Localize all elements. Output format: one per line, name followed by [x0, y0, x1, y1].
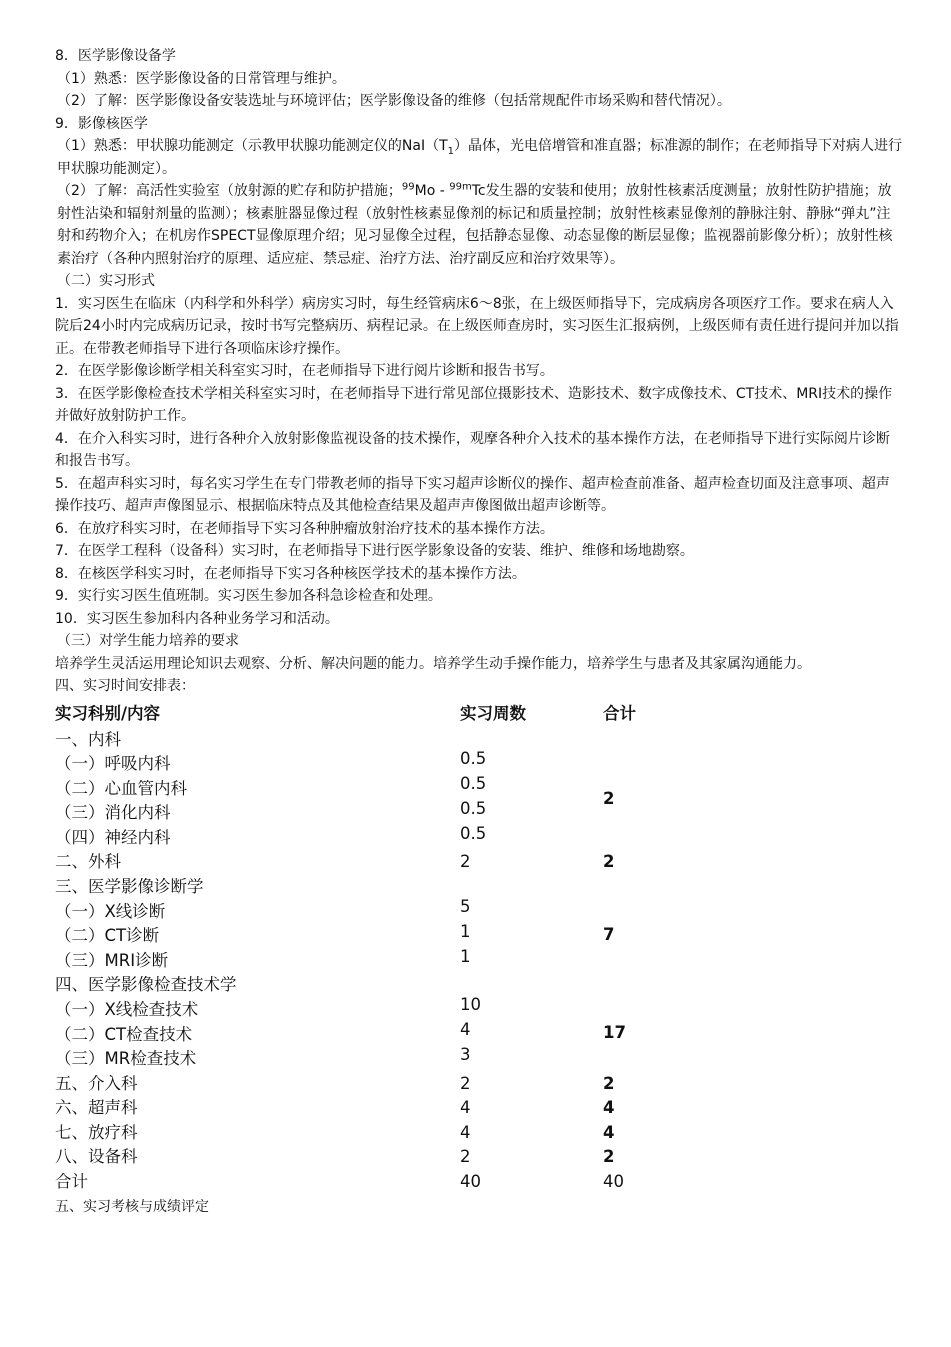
- table-sum-row: [55, 1170, 903, 1195]
- sub-department: （四）神经内科: [55, 827, 171, 847]
- sub-weeks: 0.5: [460, 773, 487, 793]
- table-group: [55, 875, 903, 973]
- row-department: 六、超声科: [55, 1098, 138, 1118]
- paragraph-thyroid: （1）熟悉：甲状腺功能测定（示教甲状腺功能测定仪的$NaI(T_1)$晶体，光电倍增管和准直器；标准源的制作；在老师指导下对病人进行甲状腺功能测定）。: [57, 138, 903, 177]
- paragraph: 10．实习医生参加科内各种业务学习和活动。: [55, 610, 339, 627]
- group-departments: [55, 728, 460, 851]
- paragraph: 1．实习医生在临床（内科学和外科学）病房实习时，每生经管病床6～8张，在上级医师指导下，完成病房各项医疗工作。要求在病人入院后24小时内完成病历记录，按时书写完整病历、病程记录。在上级医师查房时，实习医生汇报病例，上级医师有责任进行提问并加以指正。在带教老师指导下进行各项临床诊疗操作。: [55, 295, 899, 357]
- group-title: 三、医学影像诊断学: [55, 876, 204, 896]
- header-weeks: 实习周数: [460, 703, 526, 723]
- paragraph: 7．在医学工程科（设备科）实习时，在老师指导下进行医学影象设备的安装、维护、维修和场地勘察。: [55, 543, 694, 559]
- paragraph: 5．在超声科实习时，每名实习学生在专门带教老师的指导下实习超声诊断仪的操作、超声检查前准备、超声检查切面及注意事项、超声操作技巧、超声声像图显示、根据临床特点及其他检查结果及超声声像图做出超声诊断等。: [55, 475, 890, 514]
- document-page: [55, 45, 903, 1232]
- paragraph-high-activity-lab: （2）了解：高活性实验室（放射源的贮存和防护措施；$^{99}$Mo - $^{99m}$Tc发生器的安装和使用；放射性核素活度测量；放射性防护措施；放射性沾染和辐射剂量的监测）；核素脏器显像过程（放射性核素显像剂的标记和质量控制；放射性核素显像剂的静脉注射、静脉“弹丸”注射和药物介入；在机房作SPECT显像原理介绍；见习显像全过程，包括静态显像、动态显像的断层显像；监视器前影像分析）；放射性核素治疗（各种内照射治疗的原理、适应症、禁忌症、治疗方法、治疗副反应和治疗效果等）。: [57, 181, 893, 267]
- superscript: 99m: [449, 181, 472, 193]
- sub-weeks: 1: [460, 946, 471, 966]
- paragraph: 9．实行实习医生值班制。实习医生参加各科急诊检查和处理。: [55, 588, 442, 604]
- paragraph: 6．在放疗科实习时，在老师指导下实习各种肿瘤放射治疗技术的基本操作方法。: [55, 520, 554, 537]
- sum-total: 40: [603, 1171, 624, 1191]
- group-weeks: [460, 978, 603, 1067]
- sub-weeks: 10: [460, 995, 481, 1015]
- table-row: [55, 850, 903, 875]
- row-total: 2: [603, 1073, 615, 1093]
- sub-department: （二）心血管内科: [55, 778, 187, 798]
- sub-department: （二）CT诊断: [55, 926, 160, 946]
- group-departments: [55, 875, 460, 973]
- row-weeks: 4: [460, 1098, 471, 1118]
- sub-weeks: 0.5: [460, 798, 487, 818]
- paragraph: （2）了解：医学影像设备安装选址与环境评估；医学影像设备的维修（包括常规配件市场采购和替代情况）。: [57, 93, 731, 109]
- sub-weeks: 0.5: [460, 823, 487, 843]
- group-total: 2: [603, 789, 615, 809]
- sum-weeks: 40: [460, 1171, 481, 1191]
- row-weeks: 2: [460, 852, 471, 872]
- row-department: 七、放疗科: [55, 1122, 138, 1142]
- group-weeks: [460, 880, 603, 969]
- sub-department: （三）MRI诊断: [55, 950, 169, 970]
- paragraph: 4．在介入科实习时，进行各种介入放射影像监视设备的技术操作，观摩各种介入技术的基本操作方法，在老师指导下进行实际阅片诊断和报告书写。: [55, 430, 890, 469]
- sub-department: （一）X线检查技术: [55, 999, 199, 1019]
- table-row: [55, 1121, 903, 1146]
- heading-practice-form: （二）实习形式: [57, 273, 155, 289]
- row-department: 八、设备科: [55, 1147, 138, 1167]
- heading-ability-requirements: （三）对学生能力培养的要求: [57, 633, 239, 649]
- table-row: [55, 1145, 903, 1170]
- row-total: 4: [603, 1122, 615, 1142]
- paragraph: 2．在医学影像诊断学相关科室实习时，在老师指导下进行阅片诊断和报告书写。: [55, 363, 554, 379]
- sub-department: （三）MR检查技术: [55, 1049, 197, 1069]
- table-group: [55, 728, 903, 851]
- group-total: 7: [603, 924, 615, 944]
- row-weeks: 2: [460, 1073, 471, 1093]
- heading-equipment: 8．医学影像设备学: [55, 48, 176, 64]
- row-department: 二、外科: [55, 852, 121, 872]
- sub-weeks: 0.5: [460, 748, 487, 768]
- row-total: 4: [603, 1098, 615, 1118]
- sub-weeks: 5: [460, 896, 471, 916]
- row-weeks: 2: [460, 1147, 471, 1167]
- table-header-row: [55, 700, 903, 728]
- row-total: 2: [603, 1147, 615, 1167]
- sum-label: 合计: [55, 1171, 88, 1191]
- superscript: 99: [401, 181, 415, 193]
- row-weeks: 4: [460, 1122, 471, 1142]
- paragraph: 8．在核医学科实习时，在老师指导下实习各种核医学技术的基本操作方法。: [55, 565, 526, 582]
- header-department: 实习科别/内容: [55, 703, 161, 723]
- sub-weeks: 4: [460, 1020, 471, 1040]
- table-row: [55, 1096, 903, 1121]
- group-title: 四、医学影像检查技术学: [55, 975, 237, 995]
- group-title: 一、内科: [55, 729, 121, 749]
- sub-weeks: 3: [460, 1045, 471, 1065]
- paragraph: 培养学生灵活运用理论知识去观察、分析、解决问题的能力。培养学生动手操作能力，培养学生与患者及其家属沟通能力。: [55, 655, 811, 672]
- row-department: 五、介入科: [55, 1073, 138, 1093]
- row-total: 2: [603, 852, 615, 872]
- sub-department: （二）CT检查技术: [55, 1024, 193, 1044]
- sub-department: （一）X线诊断: [55, 901, 166, 921]
- heading-assessment: 五、实习考核与成绩评定: [55, 1199, 209, 1216]
- table-group: [55, 973, 903, 1071]
- group-weeks: [460, 732, 603, 846]
- sub-department: （一）呼吸内科: [55, 754, 171, 774]
- group-departments: [55, 973, 460, 1071]
- table-row: [55, 1072, 903, 1097]
- schedule-table: [55, 700, 903, 1195]
- table-body: [55, 728, 903, 1170]
- sub-department: （三）消化内科: [55, 803, 171, 823]
- paragraph: （1）熟悉：医学影像设备的日常管理与维护。: [57, 70, 346, 87]
- sub-weeks: 1: [460, 921, 471, 941]
- heading-schedule: 四、实习时间安排表：: [55, 678, 195, 694]
- heading-nuclear-medicine: 9．影像核医学: [55, 115, 148, 132]
- group-total: 17: [603, 1023, 626, 1043]
- subscript: 1: [447, 145, 455, 157]
- paragraph: 3．在医学影像检查技术学相关科室实习时，在老师指导下进行常见部位摄影技术、造影技术、数字成像技术、CT技术、MRI技术的操作并做好放射防护工作。: [55, 385, 893, 424]
- header-total: 合计: [603, 703, 636, 723]
